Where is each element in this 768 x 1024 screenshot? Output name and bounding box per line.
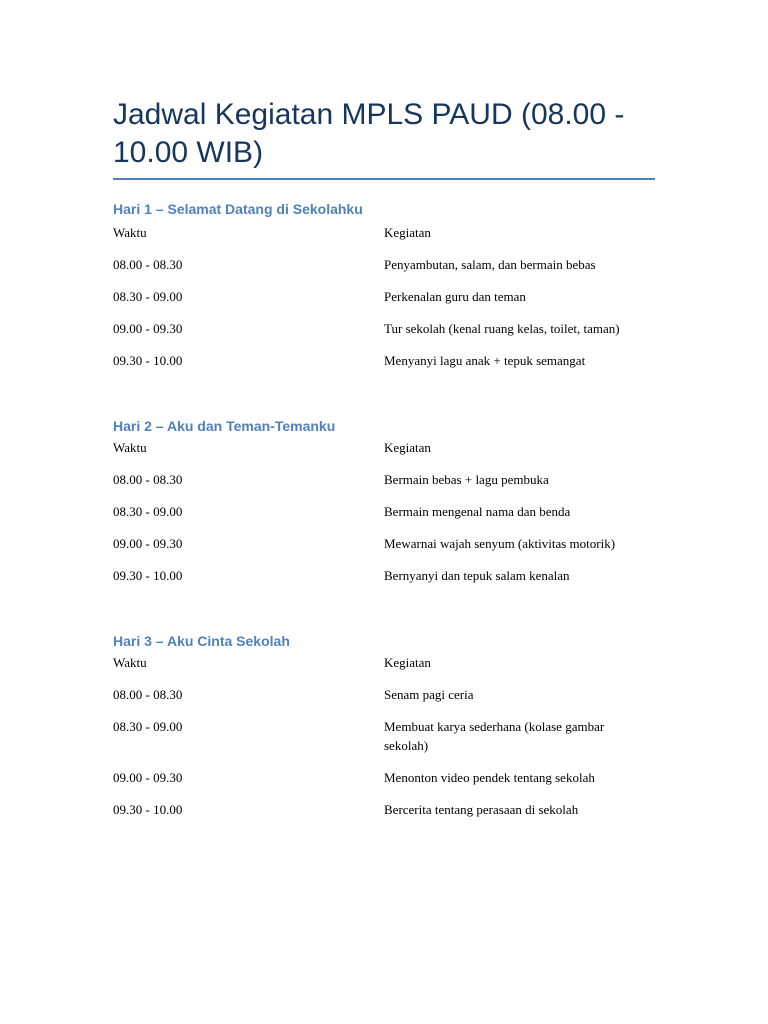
- row-activity: Bernyanyi dan tepuk salam kenalan: [384, 568, 570, 583]
- title-underline: [113, 178, 655, 180]
- row-time: 09.00 - 09.30: [113, 770, 183, 785]
- column-header-activity: Kegiatan: [384, 225, 431, 240]
- section-day-2: [113, 417, 655, 585]
- table-header-row: [113, 223, 655, 242]
- column-header-time: Waktu: [113, 655, 147, 670]
- row-time: 09.30 - 10.00: [113, 568, 183, 583]
- page-title: Jadwal Kegiatan MPLS PAUD (08.00 - 10.00 WIB): [113, 98, 625, 169]
- row-activity: Membuat karya sederhana (kolase gambar sekolah): [384, 719, 605, 753]
- row-time: 09.30 - 10.00: [113, 353, 183, 368]
- table-row: [113, 717, 655, 755]
- column-header-time: Waktu: [113, 225, 147, 240]
- table-row: [113, 534, 655, 553]
- row-time: 08.00 - 08.30: [113, 687, 183, 702]
- row-activity: Bercerita tentang perasaan di sekolah: [384, 802, 579, 817]
- column-header-activity: Kegiatan: [384, 655, 431, 670]
- row-activity: Penyambutan, salam, dan bermain bebas: [384, 257, 596, 272]
- table-header-row: [113, 438, 655, 457]
- table-row: [113, 800, 655, 819]
- section-heading: Hari 1 – Selamat Datang di Sekolahku: [113, 201, 363, 217]
- row-time: 09.00 - 09.30: [113, 321, 183, 336]
- row-time: 09.00 - 09.30: [113, 536, 183, 551]
- table-row: [113, 768, 655, 787]
- row-activity: Menyanyi lagu anak + tepuk semangat: [384, 353, 586, 368]
- row-time: 08.00 - 08.30: [113, 257, 183, 272]
- table-row: [113, 566, 655, 585]
- table-row: [113, 502, 655, 521]
- row-activity: Bermain bebas + lagu pembuka: [384, 472, 549, 487]
- row-time: 08.30 - 09.00: [113, 504, 183, 519]
- row-activity: Senam pagi ceria: [384, 687, 474, 702]
- row-time: 09.30 - 10.00: [113, 802, 183, 817]
- row-time: 08.30 - 09.00: [113, 289, 183, 304]
- table-row: [113, 470, 655, 489]
- row-activity: Perkenalan guru dan teman: [384, 289, 526, 304]
- table-header-row: [113, 653, 655, 672]
- table-row: [113, 319, 655, 338]
- table-row: [113, 351, 655, 370]
- section-heading: Hari 3 – Aku Cinta Sekolah: [113, 633, 290, 649]
- column-header-time: Waktu: [113, 440, 147, 455]
- row-activity: Mewarnai wajah senyum (aktivitas motorik): [384, 536, 616, 551]
- table-row: [113, 685, 655, 704]
- table-row: [113, 287, 655, 306]
- section-day-3: [113, 632, 655, 819]
- row-activity: Menonton video pendek tentang sekolah: [384, 770, 595, 785]
- document-page: [113, 96, 655, 819]
- row-time: 08.00 - 08.30: [113, 472, 183, 487]
- section-day-1: [113, 200, 655, 370]
- section-heading: Hari 2 – Aku dan Teman-Temanku: [113, 418, 336, 434]
- row-time: 08.30 - 09.00: [113, 719, 183, 734]
- table-row: [113, 255, 655, 274]
- column-header-activity: Kegiatan: [384, 440, 431, 455]
- row-activity: Bermain mengenal nama dan benda: [384, 504, 571, 519]
- row-activity: Tur sekolah (kenal ruang kelas, toilet, taman): [384, 321, 620, 336]
